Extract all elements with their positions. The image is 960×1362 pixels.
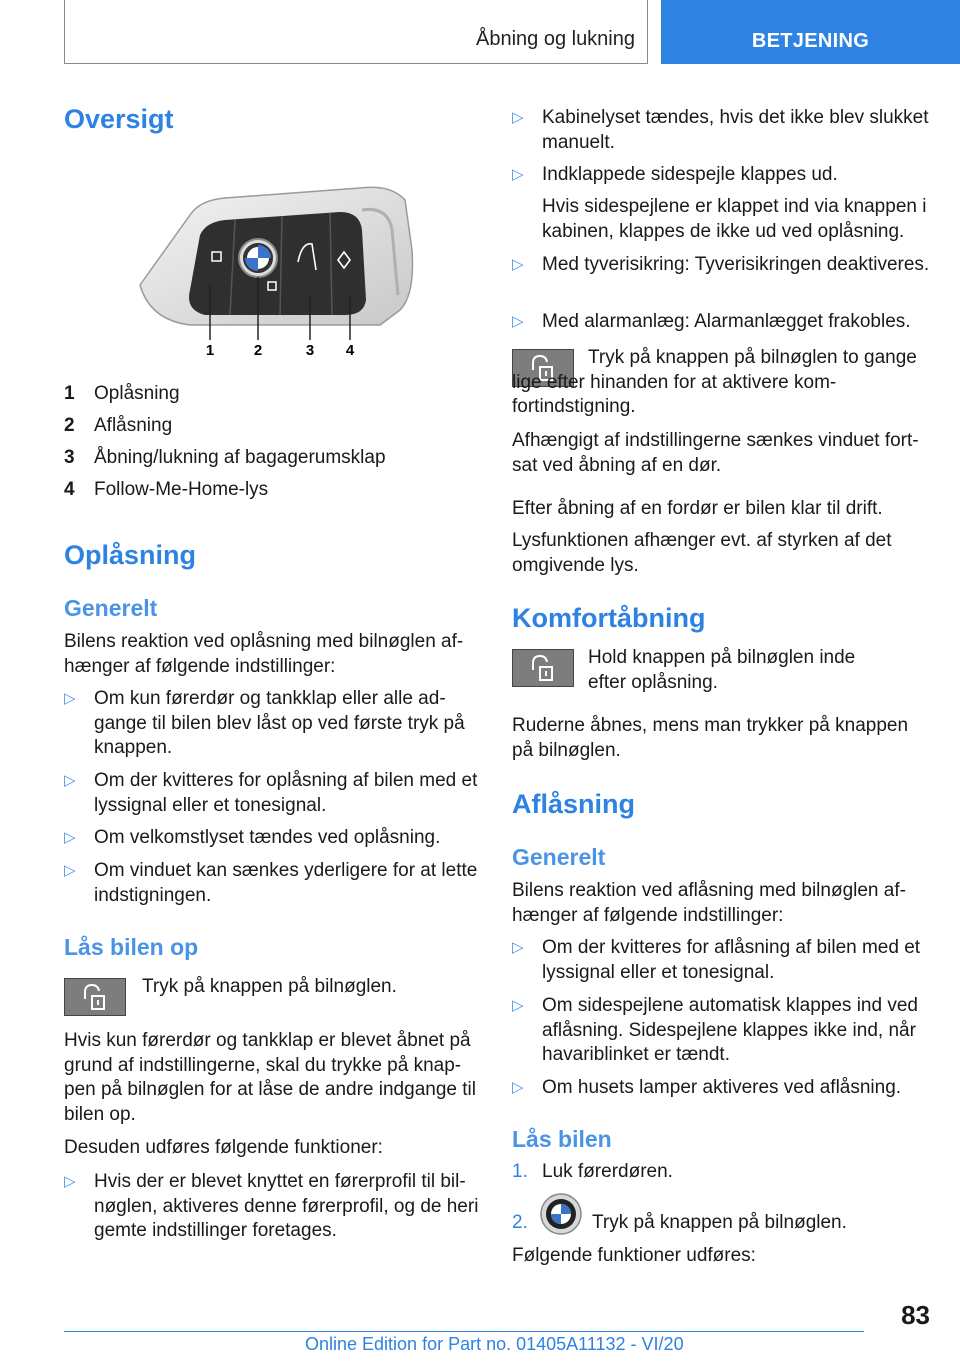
list-item: ▷ Om vinduet kan sænkes yderligere for at lette indstigningen.	[64, 860, 478, 906]
paragraph: Efter åbning af en fordør er bilen klar til drift.	[512, 498, 883, 519]
list-item: ▷ Om velkomstlyset tændes ved oplåsning.	[64, 826, 484, 851]
list-item: ▷ Med alarmanlæg: Alarmanlægget frakobles.	[512, 310, 932, 335]
heading-generelt: Generelt	[64, 595, 158, 621]
section-title: Åbning og lukning	[475, 28, 635, 50]
bullet-triangle-icon: ▷	[512, 1079, 524, 1096]
footer-edition: Online Edition for Part no. 01405A11132 - VI/20	[305, 1334, 684, 1354]
bullet-triangle-icon: ▷	[512, 939, 524, 956]
step-item: 2. Tryk på knappen på bilnøglen.	[512, 1211, 932, 1236]
paragraph: Afhængigt af indstillingerne sænkes vinduet fortsat ved åbning af en dør.	[512, 430, 919, 476]
list-item: ▷ Om der kvitteres for oplåsning af bilen med et lyssignal eller et tonesignal.	[64, 770, 478, 816]
list-item: ▷ Kabinelyset tændes, hvis det ikke blev slukket manuelt.	[512, 107, 929, 153]
heading-generelt: Generelt	[512, 844, 606, 870]
list-item: ▷ Hvis der er blevet knyttet en førerprofil til bilnøglen, aktiveres denne førerprofil, og de heri gemte indstillinger foretages.	[64, 1171, 479, 1241]
figure-number: 1	[205, 342, 215, 359]
unlock-button-icon	[64, 978, 126, 1016]
bullet-triangle-icon: ▷	[512, 166, 524, 183]
heading-oplasning: Oplåsning	[64, 540, 197, 570]
bullet-triangle-icon: ▷	[512, 997, 524, 1014]
chapter-tab[interactable]	[661, 0, 960, 64]
bmw-logo-icon	[540, 1193, 582, 1235]
paragraph: Lysfunktionen afhænger evt. af styrken af det omgivende lys.	[512, 530, 892, 576]
bullet-triangle-icon: ▷	[512, 256, 524, 273]
figure-number: 4	[345, 342, 355, 359]
bullet-triangle-icon: ▷	[64, 862, 76, 879]
bullet-triangle-icon: ▷	[64, 690, 76, 707]
instruction-text: Tryk på knappen på bilnøglen.	[142, 976, 397, 997]
heading-las-bilen-op: Lås bilen op	[64, 934, 199, 960]
figure-number: 3	[305, 342, 315, 359]
list-item: ▷ Om kun førerdør og tankklap eller alle adgange til bilen blev låst op ved første tryk på knappen.	[64, 688, 465, 758]
unlock-button-icon	[512, 649, 574, 687]
instruction-text: Hold knappen på bilnøglen inde efter oplåsning.	[588, 647, 856, 693]
paragraph: Bilens reaktion ved oplåsning med bilnøglen afhænger af følgende indstillinger:	[64, 631, 464, 677]
heading-las-bilen: Lås bilen	[512, 1126, 612, 1152]
page-number: 83	[901, 1300, 930, 1330]
list-item: ▷ Om husets lamper aktiveres ved aflåsning.	[512, 1076, 932, 1101]
figure-number: 2	[253, 342, 263, 359]
paragraph: Følgende funktioner udføres:	[512, 1245, 756, 1266]
paragraph: Desuden udføres følgende funktioner:	[64, 1137, 383, 1158]
step-item: 1. Luk førerdøren.	[512, 1161, 673, 1182]
chapter-tab-label: BETJENING	[751, 30, 870, 52]
list-item: ▷ Med tyverisikring: Tyverisikringen deaktiveres.	[512, 253, 932, 303]
footer-divider	[64, 1331, 864, 1332]
bullet-triangle-icon: ▷	[64, 1173, 76, 1190]
instruction-text: Tryk på knappen på bilnøglen to gange lige efter hinanden for at aktivere komfortindstigning.	[512, 347, 917, 417]
list-item: ▷ Om sidespejlene automatisk klappes ind ved aflåsning. Sidespejlene klappes ikke ind, når havariblinket er tændt.	[512, 995, 918, 1065]
bullet-triangle-icon: ▷	[512, 313, 524, 330]
bullet-triangle-icon: ▷	[64, 829, 76, 846]
key-fob-illustration	[130, 180, 420, 360]
sub-paragraph: Hvis sidespejlene er klappet ind via knappen i kabinen, klappes de ikke ud ved oplåsning.	[542, 196, 927, 242]
heading-aflasning: Aflåsning	[512, 789, 636, 819]
bullet-triangle-icon: ▷	[512, 109, 524, 126]
list-item: ▷ Indklappede sidespejle klappes ud.	[512, 163, 932, 188]
header-frame	[64, 0, 648, 64]
heading-komfortabning: Komfortåbning	[512, 603, 706, 633]
bullet-triangle-icon: ▷	[64, 772, 76, 789]
paragraph: Ruderne åbnes, mens man trykker på knappen på bilnøglen.	[512, 715, 909, 761]
heading-oversigt: Oversigt	[64, 104, 174, 134]
paragraph: Bilens reaktion ved aflåsning med bilnøglen afhænger af følgende indstillinger:	[512, 880, 906, 926]
paragraph: Hvis kun førerdør og tankklap er blevet åbnet på grund af indstillingerne, skal du trykke på knappen på bilnøglen for at låse de andre indgange til bilen op.	[64, 1030, 476, 1125]
list-item: ▷ Om der kvitteres for aflåsning af bilen med et lyssignal eller et tonesignal.	[512, 937, 921, 983]
